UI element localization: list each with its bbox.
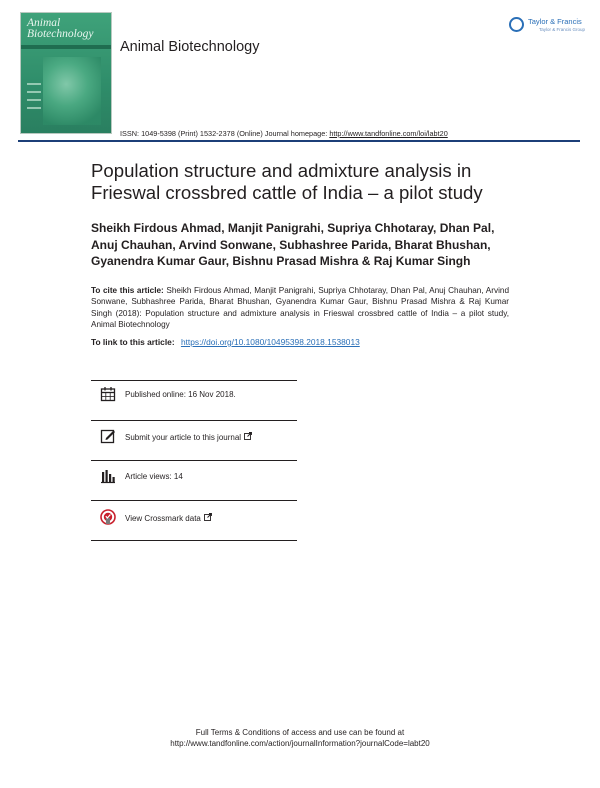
divider <box>91 380 297 381</box>
journal-name[interactable]: Animal Biotechnology <box>120 39 260 55</box>
issn-line <box>120 129 448 138</box>
journal-homepage-link[interactable]: http://www.tandfonline.com/loi/labt20 <box>329 129 448 138</box>
divider <box>91 420 297 421</box>
journal-cover-image <box>20 12 112 134</box>
citation-text: Sheikh Firdous Ahmad, Manjit Panigrahi, Supriya Chhotaray, Dhan Pal, Anuj Chauhan, Arvind Sonwane, Subhashree Parida, Bharat Bhushan, Gyanendra Kumar Gaur, Bishnu Prasad Mishra & Raj Kumar Singh (2018): Population structure and admixture analysis in Frieswal crossbred cattle of India – a pilot study, Animal Biotechnology <box>91 286 509 330</box>
external-link-icon <box>244 432 252 440</box>
article-authors: Sheikh Firdous Ahmad, Manjit Panigrahi, Supriya Chhotaray, Dhan Pal, Anuj Chauhan, Arvind Sonwane, Subhashree Parida, Bharat Bhushan, Gyanendra Kumar Gaur, Bishnu Prasad Mishra & Raj Kumar Singh <box>91 221 495 268</box>
divider <box>91 500 297 501</box>
cover-title <box>27 18 109 40</box>
article-views-text: Article views: 14 <box>125 472 183 481</box>
issn-text: ISSN: 1049-5398 (Print) 1532-2378 (Online) Journal homepage: <box>120 129 328 138</box>
crossmark-icon <box>100 509 116 525</box>
article-link-line <box>91 337 360 347</box>
publisher-group: Taylor & Francis Group <box>539 27 586 32</box>
divider <box>91 460 297 461</box>
cover-title-line2: Biotechnology <box>27 28 94 40</box>
cover-decoration <box>27 83 41 85</box>
crossmark-text: View Crossmark data <box>125 514 201 523</box>
cover-decoration <box>27 107 41 109</box>
bar-chart-icon <box>100 468 116 484</box>
external-link-icon <box>204 513 212 521</box>
published-online-text: Published online: 16 Nov 2018. <box>125 390 236 399</box>
publisher-logo[interactable] <box>509 16 586 36</box>
submit-article-link[interactable] <box>125 432 252 442</box>
cover-decoration <box>27 99 41 101</box>
footer-link[interactable]: http://www.tandfonline.com/action/journalInformation?journalCode=labt20 <box>170 739 430 748</box>
calendar-icon <box>100 386 116 402</box>
cover-illustration <box>43 57 101 125</box>
header-rule <box>18 140 580 142</box>
publisher-logo-icon <box>509 17 524 32</box>
cover-title-line1: Animal <box>27 17 61 29</box>
doi-link[interactable]: https://doi.org/10.1080/10495398.2018.1538013 <box>180 337 360 347</box>
citation <box>91 285 509 331</box>
crossmark-link[interactable] <box>125 513 212 523</box>
publisher-name: Taylor & Francis <box>528 17 582 26</box>
article-title: Population structure and admixture analysis in Frieswal crossbred cattle of India – a pilot study <box>91 160 483 203</box>
edit-icon <box>100 428 116 444</box>
footer-terms: Full Terms & Conditions of access and use can be found at <box>195 728 405 737</box>
cover-decoration <box>27 91 41 93</box>
article-link-label: To link to this article: <box>91 337 175 347</box>
citation-label: To cite this article: <box>91 286 164 295</box>
cover-band <box>21 45 111 49</box>
submit-article-text: Submit your article to this journal <box>125 433 242 442</box>
divider <box>91 540 297 541</box>
